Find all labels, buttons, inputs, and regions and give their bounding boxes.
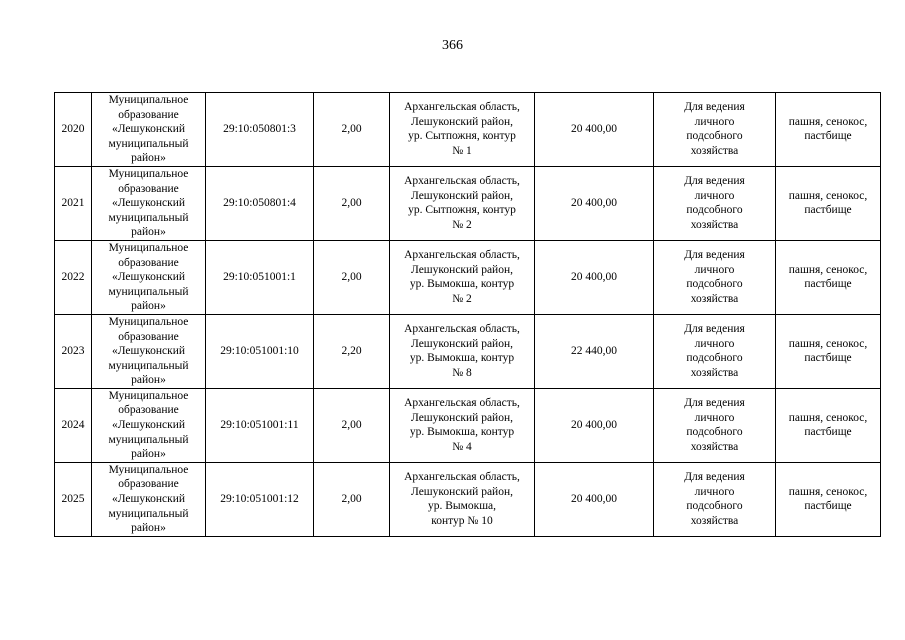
location-line: Архангельская область,	[404, 471, 520, 484]
purpose-line: личного	[694, 189, 735, 202]
owner-line: район»	[131, 226, 166, 239]
location-line: Лешуконский район,	[410, 263, 513, 276]
purpose-line: подсобного	[686, 352, 743, 365]
land-use-line: пастбище	[804, 352, 852, 365]
location-line: ур. Сытпожня, контур	[408, 130, 516, 143]
cadastral-number-cell: 29:10:051001:11	[206, 388, 314, 462]
owner-line: образование	[118, 256, 179, 269]
owner-line: «Лешуконский	[111, 419, 186, 432]
location-cell	[390, 388, 535, 462]
location-line: Архангельская область,	[404, 249, 520, 262]
purpose-cell	[654, 462, 776, 536]
cadastral-value-cell: 20 400,00	[535, 240, 654, 314]
land-use-line: пашня, сенокос,	[788, 189, 868, 202]
row-number-cell: 2025	[55, 462, 92, 536]
land-use-line: пастбище	[804, 278, 852, 291]
owner-line: образование	[118, 330, 179, 343]
land-use-line: пастбище	[804, 500, 852, 513]
land-use-cell	[776, 388, 881, 462]
area-cell: 2,20	[314, 314, 390, 388]
land-use-line: пастбище	[804, 426, 852, 439]
table-row	[55, 240, 881, 314]
purpose-cell	[654, 388, 776, 462]
purpose-line: хозяйства	[690, 366, 739, 379]
location-cell	[390, 240, 535, 314]
purpose-line: Для ведения	[684, 249, 745, 262]
purpose-line: личного	[694, 115, 735, 128]
land-use-line: пашня, сенокос,	[788, 115, 868, 128]
location-line: № 2	[452, 219, 472, 232]
purpose-cell	[654, 240, 776, 314]
location-line: Лешуконский район,	[410, 337, 513, 350]
purpose-line: подсобного	[686, 426, 743, 439]
cadastral-value-cell: 20 400,00	[535, 93, 654, 167]
land-use-line: пастбище	[804, 130, 852, 143]
purpose-line: хозяйства	[690, 514, 739, 527]
cadastral-number-cell: 29:10:051001:10	[206, 314, 314, 388]
area-cell: 2,00	[314, 388, 390, 462]
location-line: № 2	[452, 293, 472, 306]
purpose-line: хозяйства	[690, 293, 739, 306]
owner-line: район»	[131, 152, 166, 165]
owner-line: Муниципальное	[108, 389, 189, 402]
owner-cell	[92, 240, 206, 314]
location-line: Лешуконский район,	[410, 411, 513, 424]
land-use-line: пастбище	[804, 204, 852, 217]
location-line: ур. Сытпожня, контур	[408, 204, 516, 217]
owner-cell	[92, 93, 206, 167]
area-cell: 2,00	[314, 240, 390, 314]
cadastral-number-cell: 29:10:050801:3	[206, 93, 314, 167]
purpose-line: Для ведения	[684, 101, 745, 114]
purpose-line: Для ведения	[684, 175, 745, 188]
area-cell: 2,00	[314, 462, 390, 536]
land-use-line: пашня, сенокос,	[788, 411, 868, 424]
row-number-cell: 2023	[55, 314, 92, 388]
location-line: ур. Вымокша, контур	[409, 352, 515, 365]
row-number-cell: 2022	[55, 240, 92, 314]
owner-cell	[92, 314, 206, 388]
table-row	[55, 314, 881, 388]
owner-line: «Лешуконский	[111, 197, 186, 210]
location-line: Архангельская область,	[404, 101, 520, 114]
owner-line: Муниципальное	[108, 241, 189, 254]
purpose-cell	[654, 93, 776, 167]
owner-line: Муниципальное	[108, 315, 189, 328]
owner-line: муниципальный	[108, 211, 189, 224]
cadastral-value-cell: 20 400,00	[535, 166, 654, 240]
location-line: № 4	[452, 440, 472, 453]
land-use-cell	[776, 240, 881, 314]
row-number-cell: 2020	[55, 93, 92, 167]
owner-line: Муниципальное	[108, 167, 189, 180]
location-cell	[390, 462, 535, 536]
location-line: Архангельская область,	[404, 323, 520, 336]
owner-line: образование	[118, 404, 179, 417]
land-use-line: пашня, сенокос,	[788, 337, 868, 350]
table-body	[55, 93, 881, 537]
location-line: Лешуконский район,	[410, 485, 513, 498]
purpose-line: подсобного	[686, 278, 743, 291]
location-cell	[390, 93, 535, 167]
table-row	[55, 462, 881, 536]
owner-cell	[92, 388, 206, 462]
owner-line: «Лешуконский	[111, 271, 186, 284]
location-line: контур № 10	[431, 514, 493, 527]
owner-line: «Лешуконский	[111, 123, 186, 136]
location-line: Лешуконский район,	[410, 115, 513, 128]
land-use-cell	[776, 93, 881, 167]
location-line: № 8	[452, 366, 472, 379]
owner-line: муниципальный	[108, 285, 189, 298]
land-use-line: пашня, сенокос,	[788, 263, 868, 276]
owner-line: муниципальный	[108, 507, 189, 520]
purpose-line: хозяйства	[690, 219, 739, 232]
area-cell: 2,00	[314, 93, 390, 167]
purpose-line: личного	[694, 411, 735, 424]
owner-line: муниципальный	[108, 359, 189, 372]
purpose-line: личного	[694, 263, 735, 276]
owner-line: Муниципальное	[108, 94, 189, 106]
owner-cell	[92, 166, 206, 240]
owner-line: район»	[131, 374, 166, 387]
table-row	[55, 166, 881, 240]
owner-cell	[92, 462, 206, 536]
land-use-line: пашня, сенокос,	[788, 485, 868, 498]
table-row	[55, 388, 881, 462]
purpose-cell	[654, 314, 776, 388]
purpose-line: Для ведения	[684, 471, 745, 484]
purpose-line: хозяйства	[690, 145, 739, 158]
cadastral-number-cell: 29:10:051001:12	[206, 462, 314, 536]
owner-line: район»	[131, 522, 166, 535]
location-line: Лешуконский район,	[410, 189, 513, 202]
location-line: Архангельская область,	[404, 397, 520, 410]
purpose-line: подсобного	[686, 500, 743, 513]
owner-line: муниципальный	[108, 433, 189, 446]
location-line: ур. Вымокша, контур	[409, 278, 515, 291]
land-use-cell	[776, 166, 881, 240]
purpose-line: личного	[694, 337, 735, 350]
owner-line: муниципальный	[108, 137, 189, 150]
purpose-line: личного	[694, 485, 735, 498]
area-cell: 2,00	[314, 166, 390, 240]
cadastral-value-cell: 20 400,00	[535, 462, 654, 536]
cadastral-number-cell: 29:10:050801:4	[206, 166, 314, 240]
land-registry-table	[54, 92, 881, 537]
purpose-line: Для ведения	[684, 397, 745, 410]
cadastral-value-cell: 22 440,00	[535, 314, 654, 388]
location-cell	[390, 166, 535, 240]
row-number-cell: 2024	[55, 388, 92, 462]
owner-line: район»	[131, 300, 166, 313]
purpose-line: подсобного	[686, 130, 743, 143]
location-cell	[390, 314, 535, 388]
owner-line: образование	[118, 108, 179, 121]
cadastral-number-cell: 29:10:051001:1	[206, 240, 314, 314]
page-number: 366	[442, 38, 463, 53]
purpose-line: Для ведения	[684, 323, 745, 336]
location-line: ур. Вымокша,	[427, 500, 497, 513]
purpose-cell	[654, 166, 776, 240]
location-line: Архангельская область,	[404, 175, 520, 188]
land-use-cell	[776, 314, 881, 388]
owner-line: образование	[118, 478, 179, 491]
land-use-cell	[776, 462, 881, 536]
purpose-line: хозяйства	[690, 440, 739, 453]
location-line: ур. Вымокша, контур	[409, 426, 515, 439]
table-row	[55, 93, 881, 167]
owner-line: район»	[131, 448, 166, 461]
location-line: № 1	[452, 145, 472, 158]
owner-line: Муниципальное	[108, 463, 189, 476]
purpose-line: подсобного	[686, 204, 743, 217]
row-number-cell: 2021	[55, 166, 92, 240]
owner-line: «Лешуконский	[111, 345, 186, 358]
owner-line: «Лешуконский	[111, 493, 186, 506]
owner-line: образование	[118, 182, 179, 195]
cadastral-value-cell: 20 400,00	[535, 388, 654, 462]
